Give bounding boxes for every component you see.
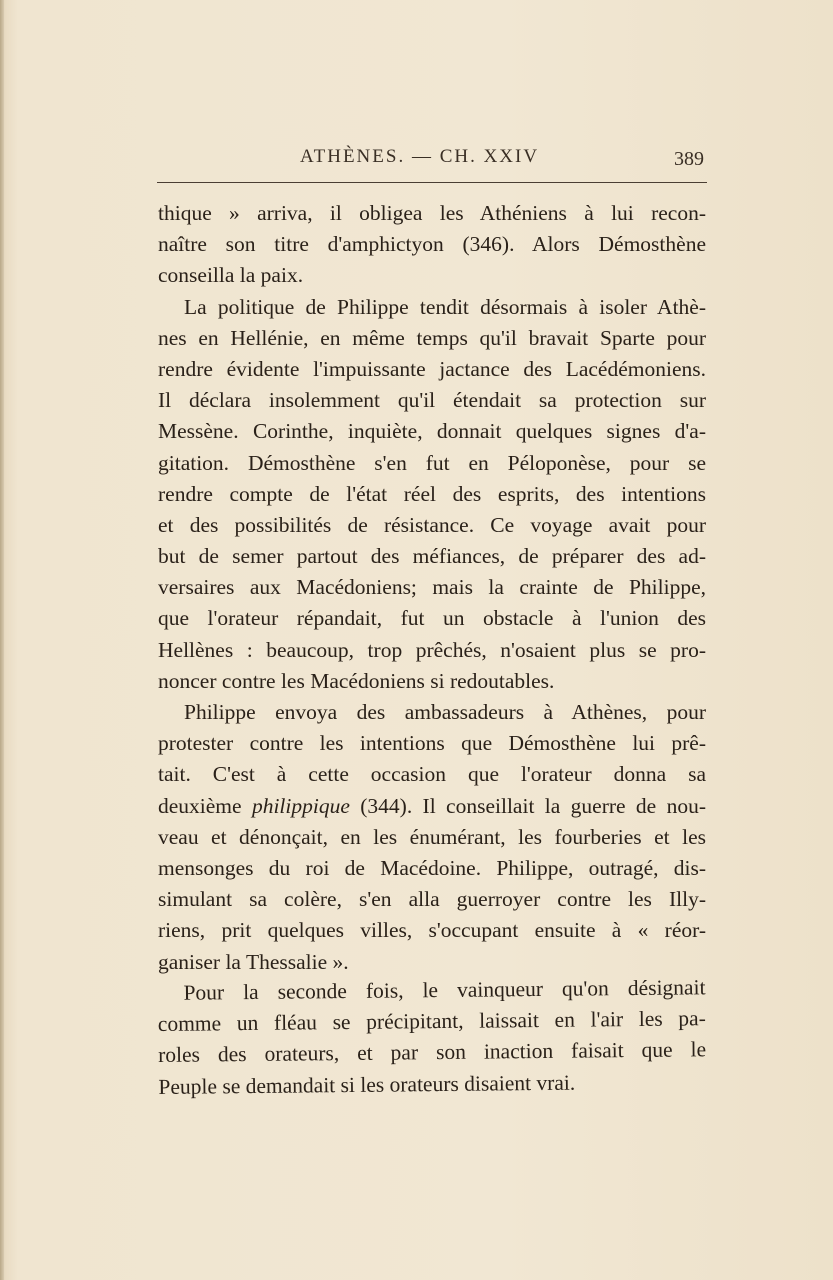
text-line: Peuple se demandait si les orateurs disaient vrai. (158, 1069, 576, 1099)
text-line: La politique de Philippe tendit désormais à isoler Athè- (184, 294, 706, 319)
text-line: veau et dénonçait, en les énumérant, les fourberies et les (158, 824, 706, 849)
text-fragment: (344). Il conseillait la guerre de nou- (349, 793, 706, 818)
text-line: et des possibilités de résistance. Ce voyage avait pour (158, 512, 706, 537)
header-rule (157, 182, 707, 183)
text-line: rendre évidente l'impuissante jactance des Lacédémoniens. (158, 356, 706, 381)
italic-title: philippique (251, 793, 350, 818)
text-line: but de semer partout des méfiances, de préparer des ad- (158, 544, 706, 569)
text-line: ganiser la Thessalie ». (158, 949, 349, 974)
text-line: mensonges du roi de Macédoine. Philippe, outragé, dis- (158, 855, 706, 880)
paragraph-2 (158, 292, 706, 697)
text-line: simulant sa colère, s'en alla guerroyer contre les Illy- (158, 887, 706, 912)
text-line: protester contre les intentions que Démosthène lui prê- (158, 731, 706, 756)
text-fragment: deuxième (158, 793, 252, 818)
text-line: tait. C'est à cette occasion que l'orateur donna sa (158, 762, 706, 787)
text-line: conseilla la paix. (158, 263, 304, 288)
text-line: rendre compte de l'état réel des esprits, des intentions (158, 481, 706, 506)
text-line: Pour la seconde fois, le vainqueur qu'on désignait (183, 974, 706, 1005)
running-title: ATHÈNES. — CH. XXIV (300, 146, 540, 167)
paragraph-3 (158, 697, 706, 978)
text-line: comme un fléau se précipitant, laissait en l'air les pa- (157, 1006, 706, 1036)
text-line (158, 791, 706, 822)
binding-edge (0, 0, 4, 1280)
text-line: noncer contre les Macédoniens si redoutables. (158, 668, 555, 693)
text-line: gitation. Démosthène s'en fut en Péloponèse, pour se (158, 450, 706, 475)
text-line: Philippe envoya des ambassadeurs à Athènes, pour (184, 700, 706, 724)
text-line: Il déclara insolemment qu'il étendait sa protection sur (158, 388, 706, 413)
paragraph-4 (157, 972, 706, 1102)
paragraph-1 (158, 198, 706, 292)
text-line: nes en Hellénie, en même temps qu'il bravait Sparte pour (158, 325, 706, 350)
text-line: thique » arriva, il obligea les Athéniens à lui recon- (158, 201, 706, 225)
text-line: Hellènes : beaucoup, trop prêchés, n'osaient plus se pro- (158, 637, 706, 662)
text-line: versaires aux Macédoniens; mais la crainte de Philippe, (158, 575, 706, 600)
text-line: naître son titre d'amphictyon (346). Alors Démosthène (158, 232, 706, 257)
page-header (158, 146, 706, 174)
body-text (158, 198, 706, 1102)
text-line: Messène. Corinthe, inquiète, donnait quelques signes d'a- (158, 419, 706, 444)
text-line: riens, prit quelques villes, s'occupant ensuite à « réor- (158, 918, 706, 943)
text-line: que l'orateur répandait, fut un obstacle à l'union des (158, 606, 706, 631)
page-number: 389 (674, 148, 704, 170)
text-line: roles des orateurs, et par son inaction faisait que le (158, 1037, 707, 1068)
